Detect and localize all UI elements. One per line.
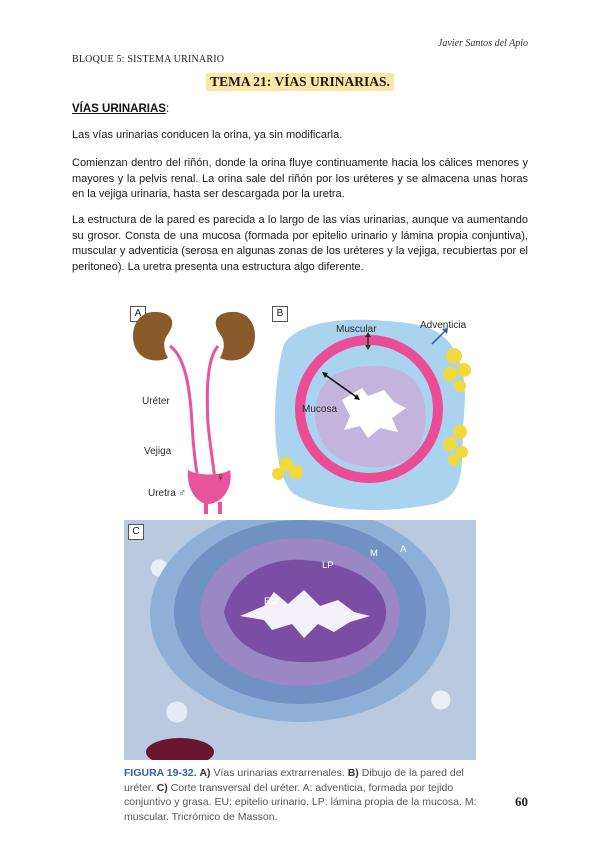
label-lp: LP	[322, 560, 334, 571]
author-name: Javier Santos del Apio	[437, 38, 528, 49]
panel-a-label: A	[130, 306, 146, 322]
adventitia-label: Adventicia	[420, 320, 467, 331]
label-m: M	[370, 548, 378, 559]
muscular-label: Muscular	[336, 324, 377, 335]
urethra-female	[204, 502, 208, 514]
page-number: 60	[515, 794, 528, 809]
section-heading-colon: :	[165, 103, 170, 115]
figure	[124, 304, 476, 760]
caption-figure-label: FIGURA 19-32.	[124, 767, 197, 779]
micrograph-drawing	[124, 520, 476, 760]
mucosa-label: Mucosa	[302, 404, 338, 415]
blood-vessel	[146, 738, 214, 760]
caption-a-marker: A)	[199, 767, 211, 779]
right-ureter-line	[207, 346, 218, 486]
section-heading-text: VÍAS URINARIAS	[72, 103, 166, 115]
left-kidney-shape	[133, 312, 172, 361]
paragraph-3: La estructura de la pared es parecida a lo largo de las vías urinarias, aunque va aumentando su grosor. Consta de una mucosa (formada por epitelio urinario y lámina propia conjuntiva), muscular y adventicia (serosa en algunas zonas de los uréteres y la vejiga, recubiertas por el peritoneo). La uretra presenta una estructura algo diferente.	[72, 214, 528, 273]
section-heading	[72, 103, 169, 115]
bladder-label: Vejiga	[144, 446, 172, 457]
label-a: A	[400, 544, 407, 555]
paragraph-1: Las vías urinarias conducen la orina, ya sin modificarla.	[72, 129, 343, 141]
urinary-tract-illustration	[124, 304, 274, 514]
left-ureter-line	[170, 346, 200, 486]
urethra-label: Uretra ♂	[148, 488, 187, 499]
ureter-label: Uréter	[142, 396, 170, 407]
ureter-wall-diagram	[264, 304, 476, 516]
caption-b-text: Dibujo de la pared del uréter.	[124, 767, 464, 794]
micrograph	[124, 520, 476, 760]
caption-a-text: Vías urinarias extrarrenales.	[210, 767, 348, 779]
panel-b-label: B	[272, 306, 288, 322]
female-symbol: ♀	[216, 470, 225, 484]
block-heading: BLOQUE 5: SISTEMA URINARIO	[72, 54, 225, 65]
right-kidney-shape	[216, 312, 255, 361]
caption-b-marker: B)	[347, 767, 359, 779]
paragraph-2: Comienzan dentro del riñón, donde la orina fluye continuamente hacia los cálices menores y mayores y la pelvis renal. La orina sale del riñón por los uréteres y se almacena unas horas en la vejiga urinaria, hasta ser descargada por la uretra.	[72, 157, 528, 200]
title-wrapper	[0, 73, 600, 91]
figure-caption	[124, 766, 484, 824]
urethra-male	[218, 502, 222, 514]
page-title: TEMA 21: VÍAS URINARIAS.	[206, 73, 394, 91]
caption-c-text: Corte transversal del uréter. A: adventicia, formada por tejido conjuntivo y grasa. EU: epitelio urinario. LP: lámina propia de la mucosa. M: muscular. Tricrómico de Masson.	[124, 781, 477, 823]
label-eu: EU	[264, 596, 278, 607]
caption-c-marker: C)	[156, 781, 168, 794]
panel-c-label: C	[128, 524, 144, 540]
